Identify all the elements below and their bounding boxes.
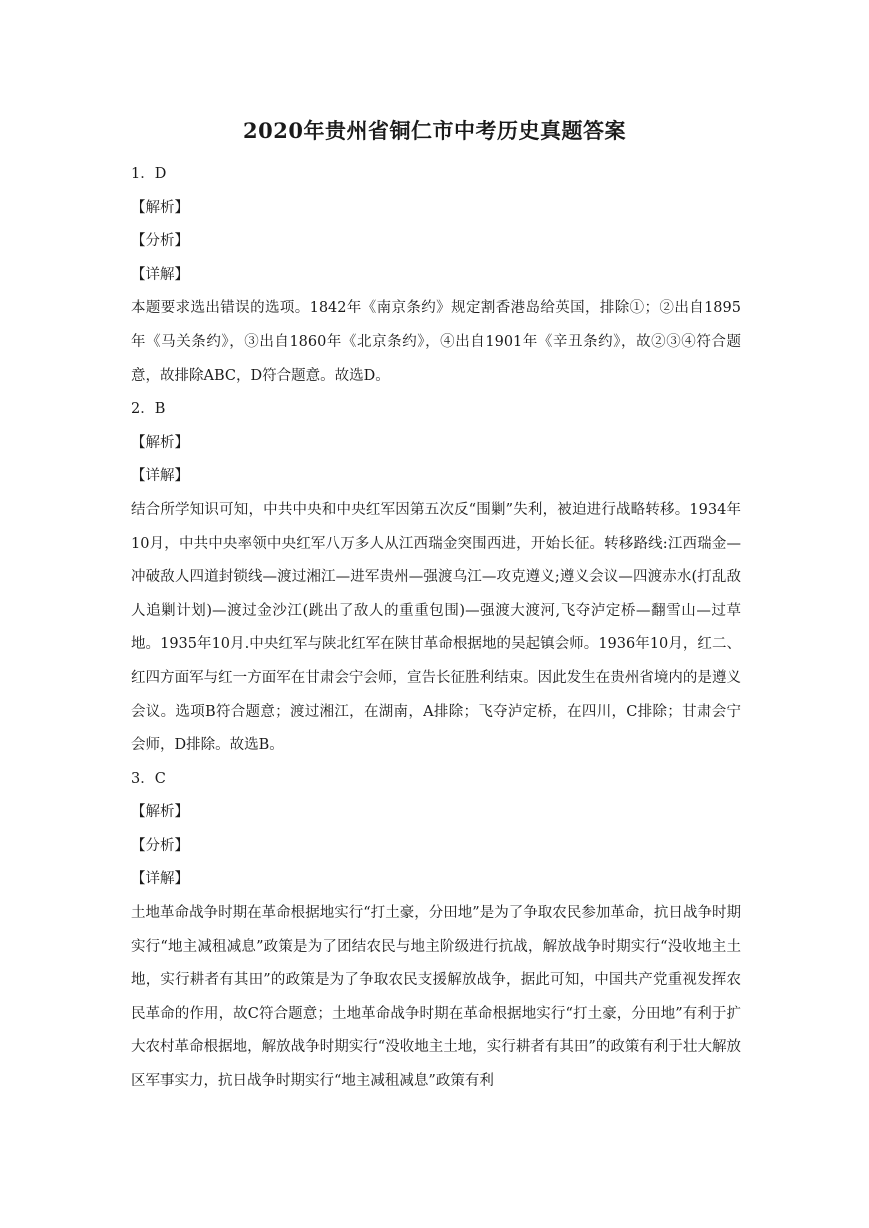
q3-fenxi-heading: 【分析】 (131, 837, 189, 854)
q3-number: 3．C (131, 770, 166, 787)
q1-xiangjie-heading: 【详解】 (131, 266, 189, 283)
q1-jiexi-heading: 【解析】 (131, 199, 189, 216)
q3-xiangjie-heading: 【详解】 (131, 871, 189, 888)
q3-jiexi-heading: 【解析】 (131, 804, 189, 821)
q2-jiexi-heading: 【解析】 (131, 434, 189, 451)
q1-number: 1．D (131, 166, 167, 182)
answer-content (131, 158, 741, 1099)
q2-number: 2．B (131, 401, 166, 418)
page-title: 2020年贵州省铜仁市中考历史真题答案 (243, 118, 626, 143)
q1-fenxi-heading: 【分析】 (131, 233, 189, 250)
q2-explanation: 结合所学知识可知，中共中央和中央红军因第五次反“围剿”失利，被迫进行战略转移。1934年10月，中共中央率领中央红军八万多人从江西瑞金突围西进，开始长征。转移路线:江西瑞金—冲破敌人四道封锁线—渡过湘江—进军贵州—强渡乌江—攻克遵义;遵义会议—四渡赤水(打乱敌人追剿计划)—渡过金沙江(跳出了敌人的重重包围)—强渡大渡河,飞夺泸定桥—翻雪山—过草地。1935年10月.中央红军与陕北红军在陕甘革命根据地的吴起镇会师。1936年10月，红二、红四方面军与红一方面军在甘肃会宁会师，宣告长征胜利结束。因此发生在贵州省境内的是遵义会议。选项B符合题意；渡过湘江，在湖南，A排除；飞夺泸定桥，在四川，C排除；甘肃会宁会师，D排除。故选B。 (131, 501, 741, 754)
q3-explanation: 土地革命战争时期在革命根据地实行“打土豪，分田地”是为了争取农民参加革命，抗日战争时期实行“地主减租减息”政策是为了团结农民与地主阶级进行抗战，解放战争时期实行“没收地主土地，实行耕者有其田”的政策是为了争取农民支援解放战争，据此可知，中国共产党重视发挥农民革命的作用，故C符合题意；土地革命战争时期在革命根据地实行“打土豪，分田地”有利于扩大农村革命根据地，解放战争时期实行“没收地主土地，实行耕者有其田”的政策有利于壮大解放区军事实力，抗日战争时期实行“地主减租减息”政策有利 (131, 905, 741, 1090)
q2-xiangjie-heading: 【详解】 (131, 468, 189, 485)
q1-explanation: 本题要求选出错误的选项。1842年《南京条约》规定割香港岛给英国，排除①；②出自1895年《马关条约》，③出自1860年《北京条约》，④出自1901年《辛丑条约》，故②③④符合题意，故排除ABC，D符合题意。故选D。 (131, 300, 741, 384)
